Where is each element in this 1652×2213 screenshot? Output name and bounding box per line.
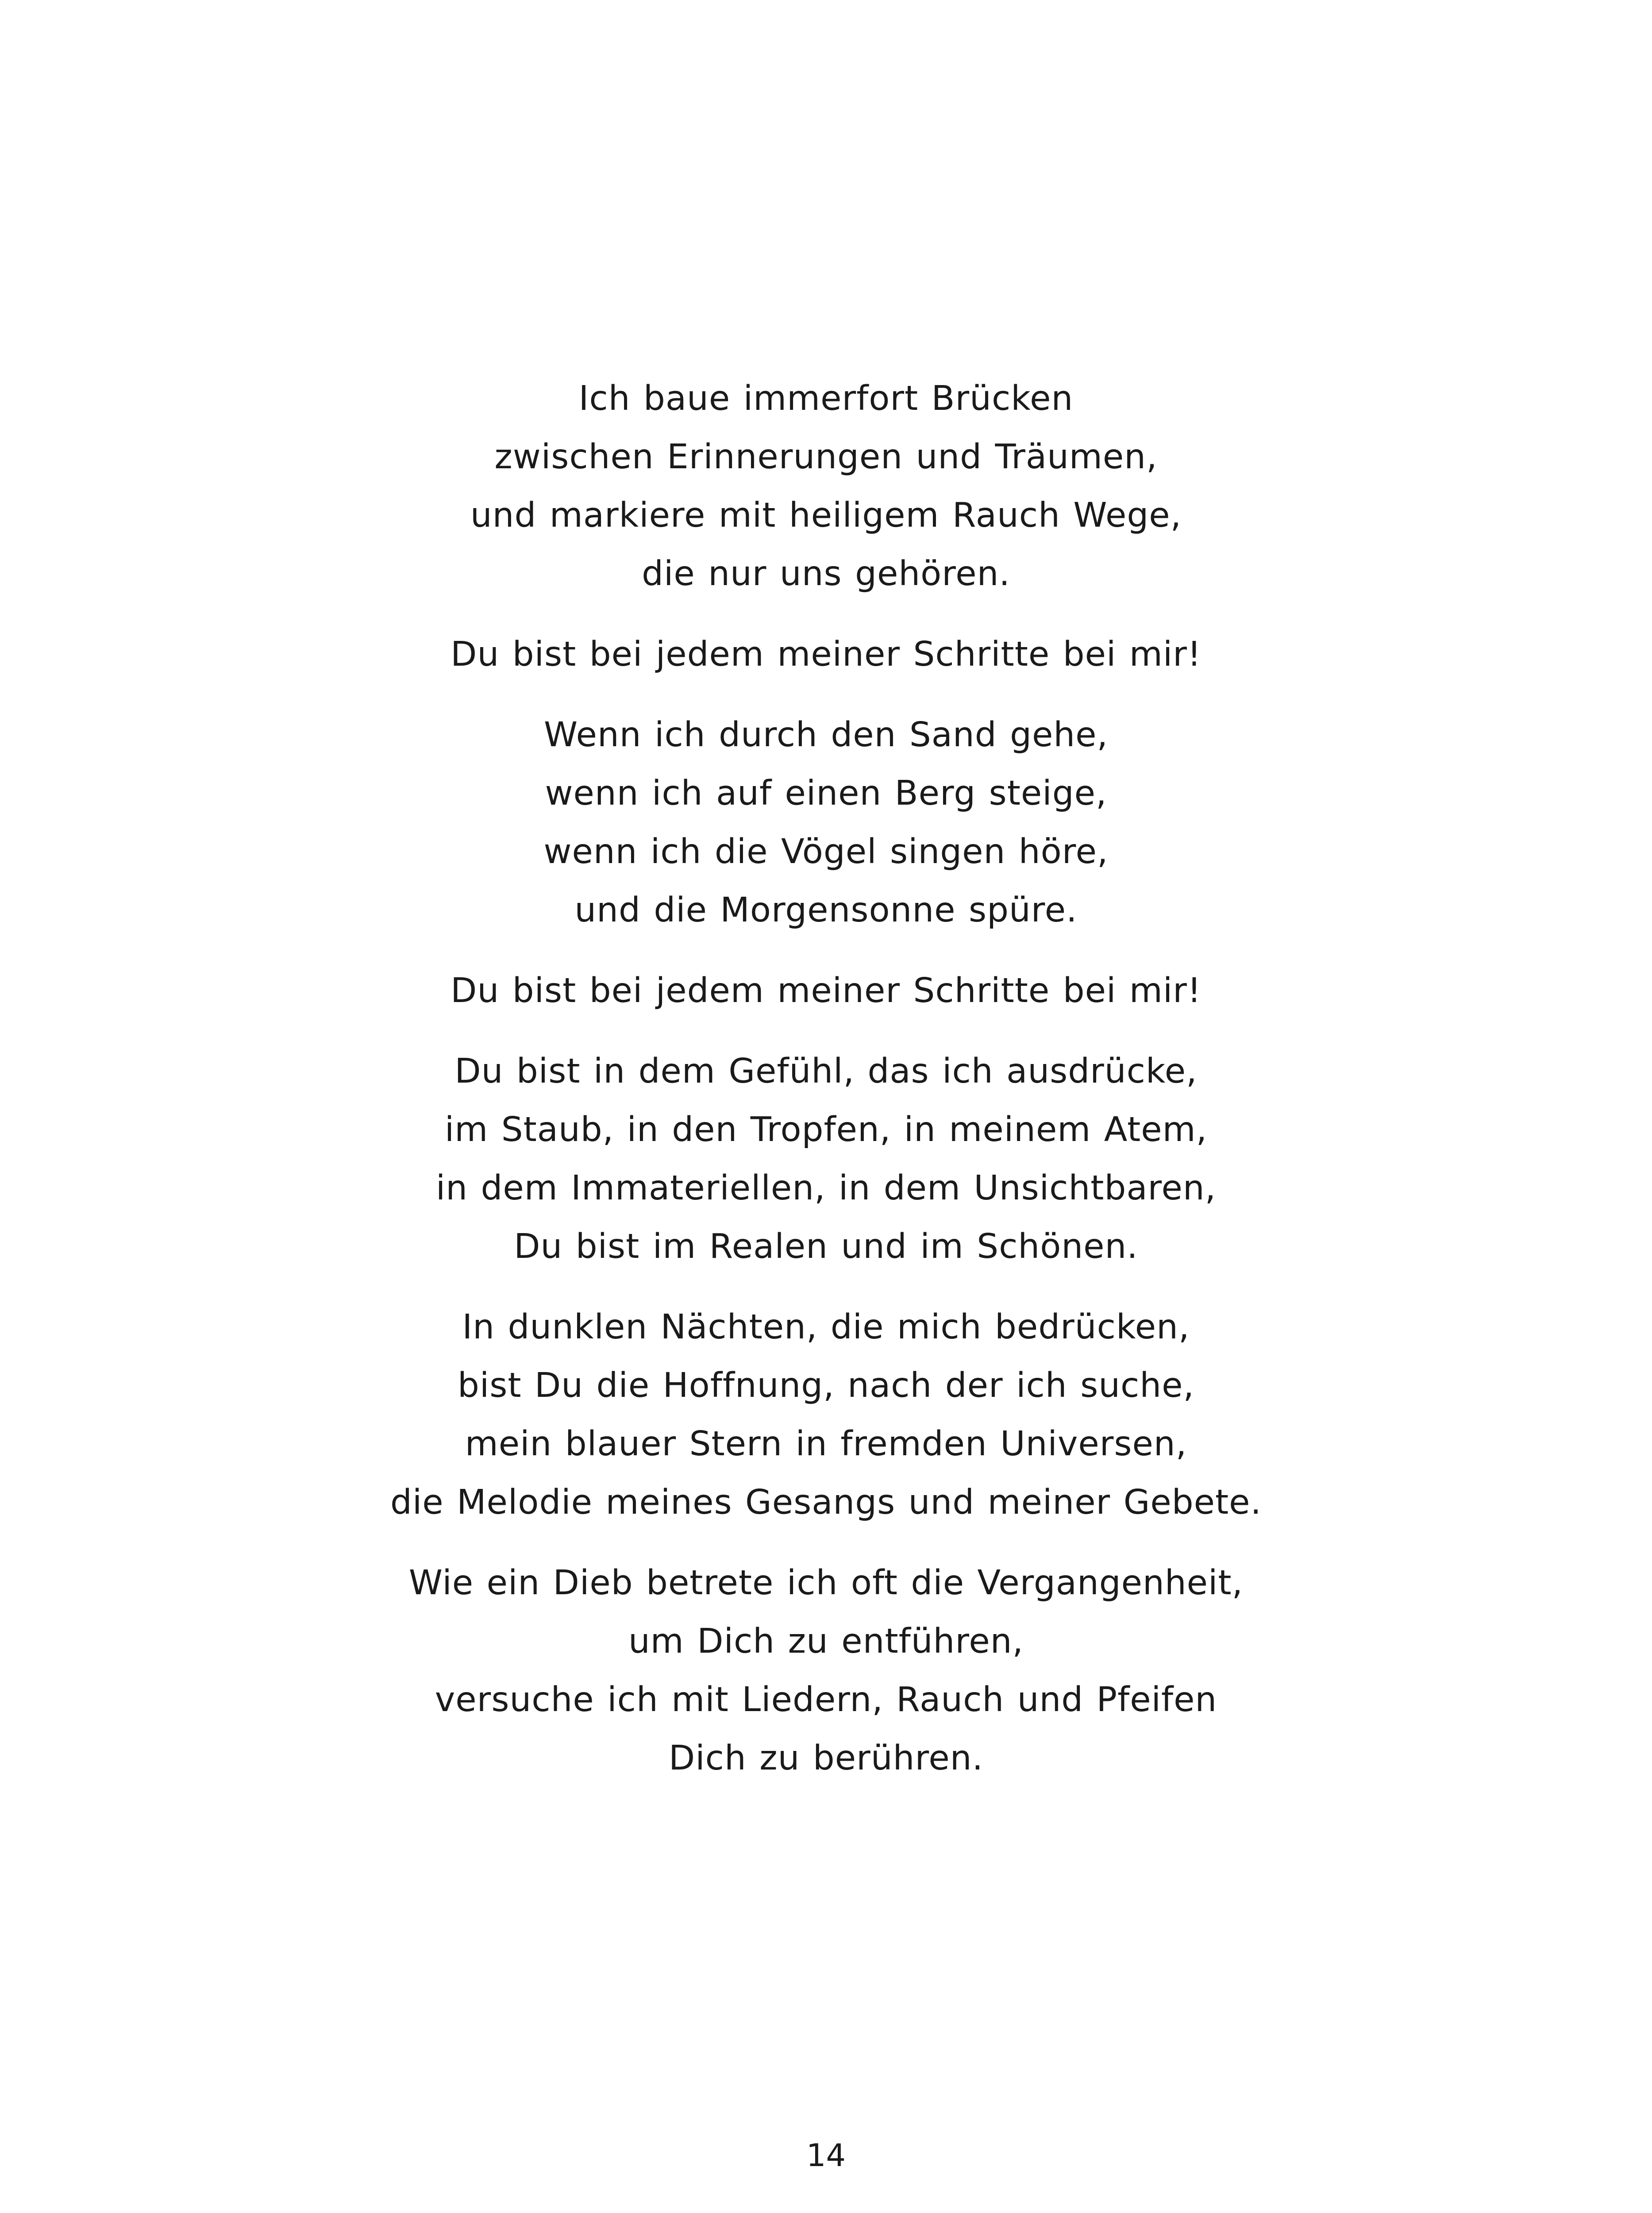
poem-line: Du bist bei jedem meiner Schritte bei mir! <box>451 971 1201 1010</box>
poem-line: die Melodie meines Gesangs und meiner Gebete. <box>390 1483 1262 1522</box>
poem-line: wenn ich die Vögel singen höre, <box>543 832 1109 871</box>
poem-line: Du bist in dem Gefühl, das ich ausdrücke, <box>454 1052 1198 1091</box>
poem-line: Ich baue immerfort Brücken <box>578 379 1074 418</box>
poem-line: Dich zu berühren. <box>668 1739 984 1778</box>
stanza-4 <box>0 962 1652 1020</box>
poem-line: Du bist im Realen und im Schönen. <box>514 1227 1138 1266</box>
poem-line: zwischen Erinnerungen und Träumen, <box>494 437 1158 477</box>
poem-line: die nur uns gehören. <box>642 554 1010 594</box>
poem-line: im Staub, in den Tropfen, in meinem Atem, <box>444 1110 1208 1149</box>
stanza-5 <box>0 1042 1652 1276</box>
stanza-7 <box>0 1554 1652 1788</box>
poem <box>0 370 1652 1810</box>
stanza-1 <box>0 370 1652 603</box>
poem-line: in dem Immateriellen, in dem Unsichtbaren, <box>435 1168 1217 1208</box>
poem-line: bist Du die Hoffnung, nach der ich suche, <box>457 1366 1195 1405</box>
stanza-2 <box>0 625 1652 684</box>
poem-line: versuche ich mit Liedern, Rauch und Pfeifen <box>435 1680 1217 1720</box>
poem-line: und die Morgensonne spüre. <box>574 891 1078 930</box>
poem-line: Wie ein Dieb betrete ich oft die Vergangenheit, <box>408 1563 1244 1603</box>
poem-line: In dunklen Nächten, die mich bedrücken, <box>462 1307 1190 1347</box>
poem-line: und markiere mit heiligem Rauch Wege, <box>470 496 1182 535</box>
poem-line: mein blauer Stern in fremden Universen, <box>465 1424 1187 1464</box>
poem-line: um Dich zu entführen, <box>628 1622 1024 1661</box>
poem-line: Wenn ich durch den Sand gehe, <box>544 715 1108 755</box>
poem-line: Du bist bei jedem meiner Schritte bei mir! <box>451 635 1201 674</box>
page-number: 14 <box>806 2137 846 2174</box>
stanza-6 <box>0 1298 1652 1532</box>
stanza-3 <box>0 706 1652 940</box>
poem-line: wenn ich auf einen Berg steige, <box>545 774 1107 813</box>
